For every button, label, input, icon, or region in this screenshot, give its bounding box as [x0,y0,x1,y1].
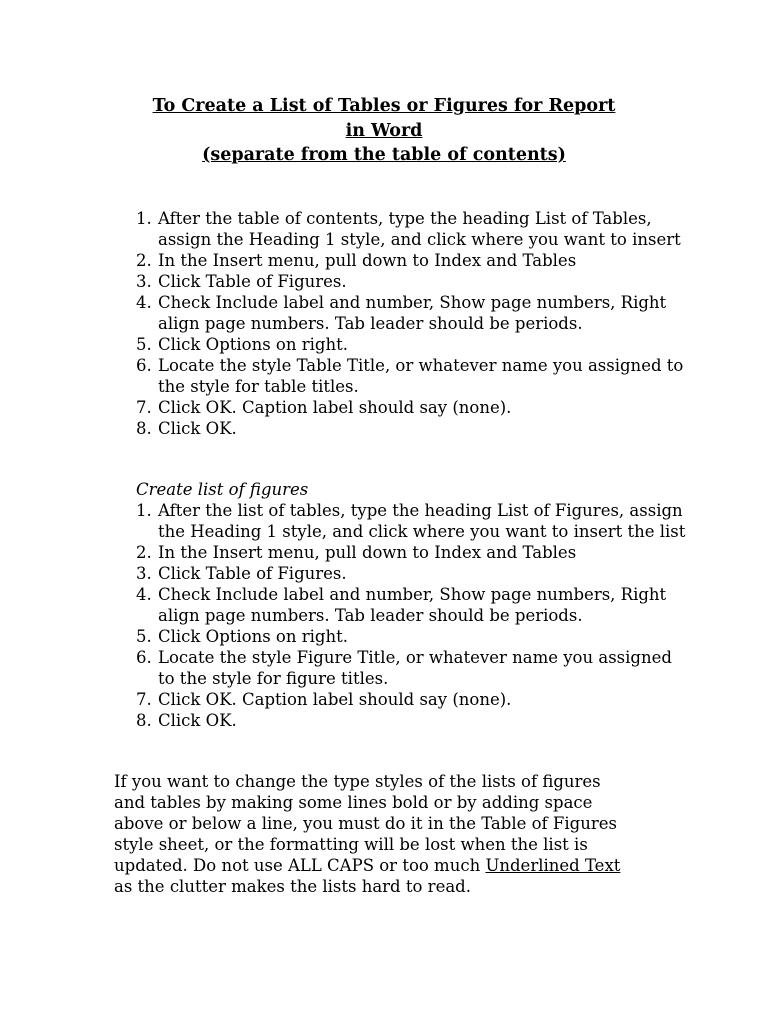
list-item [0,542,693,563]
step-number: 3. [136,272,152,291]
paragraph-line: style sheet, or the formatting will be lost when the list is [114,835,588,854]
step-text: Check Include label and number, Show page numbers, Right align page numbers. Tab leader should be periods. [158,293,667,333]
list-item [0,418,693,439]
step-text: Click Table of Figures. [158,272,347,291]
list-item [0,626,693,647]
step-number: 4. [136,585,152,604]
list-item [0,647,693,689]
step-text: Click OK. [158,419,237,438]
list-item [0,334,693,355]
step-number: 6. [136,356,152,375]
paragraph-line [114,855,674,876]
step-text: Click OK. Caption label should say (none). [158,398,512,417]
paragraph-line: above or below a line, you must do it in the Table of Figures [114,814,617,833]
list-item [0,292,693,334]
step-number: 5. [136,335,152,354]
paragraph-line: If you want to change the type styles of the lists of figures [114,772,601,791]
figures-subheading: Create list of figures [136,480,309,499]
step-text: Click OK. Caption label should say (none). [158,690,512,709]
step-text: Click Options on right. [158,627,348,646]
step-text: After the list of tables, type the heading List of Figures, assign the Heading 1 style, and click where you want to insert the list [158,501,686,541]
list-item [0,710,693,731]
step-number: 2. [136,251,152,270]
figures-steps-list [0,500,693,731]
step-number: 2. [136,543,152,562]
step-number: 7. [136,690,152,709]
step-number: 8. [136,419,152,438]
step-text: Locate the style Figure Title, or whatever name you assigned to the style for figure titles. [158,648,672,688]
list-item [0,271,693,292]
step-text: Click OK. [158,711,237,730]
list-item [0,355,693,397]
step-number: 1. [136,501,152,520]
step-text: Click Table of Figures. [158,564,347,583]
list-item [0,584,693,626]
step-number: 1. [136,209,152,228]
step-number: 3. [136,564,152,583]
step-number: 8. [136,711,152,730]
paragraph-line: and tables by making some lines bold or by adding space [114,793,593,812]
document-title [100,94,668,168]
underlined-text-example: Underlined Text [485,856,621,875]
list-item [0,500,693,542]
list-item [0,397,693,418]
step-text: Check Include label and number, Show page numbers, Right align page numbers. Tab leader should be periods. [158,585,667,625]
step-text: In the Insert menu, pull down to Index and Tables [158,543,577,562]
tables-steps-list [0,208,693,439]
list-item [0,563,693,584]
step-number: 5. [136,627,152,646]
step-number: 6. [136,648,152,667]
step-text: Click Options on right. [158,335,348,354]
list-item [0,208,693,250]
step-text: Locate the style Table Title, or whatever name you assigned to the style for table titles. [158,356,684,396]
step-text: After the table of contents, type the heading List of Tables, assign the Heading 1 style, and click where you want to insert [158,209,681,249]
list-item [0,250,693,271]
step-number: 7. [136,398,152,417]
step-number: 4. [136,293,152,312]
paragraph-text: updated. Do not use ALL CAPS or too much [114,856,486,875]
list-item [0,689,693,710]
title-line-3: (separate from the table of contents) [202,145,566,165]
title-line-2: in Word [345,120,423,141]
title-line-1: To Create a List of Tables or Figures for Report [152,96,616,116]
closing-paragraph [114,771,674,897]
paragraph-line: as the clutter makes the lists hard to read. [114,877,471,896]
step-text: In the Insert menu, pull down to Index and Tables [158,251,577,270]
